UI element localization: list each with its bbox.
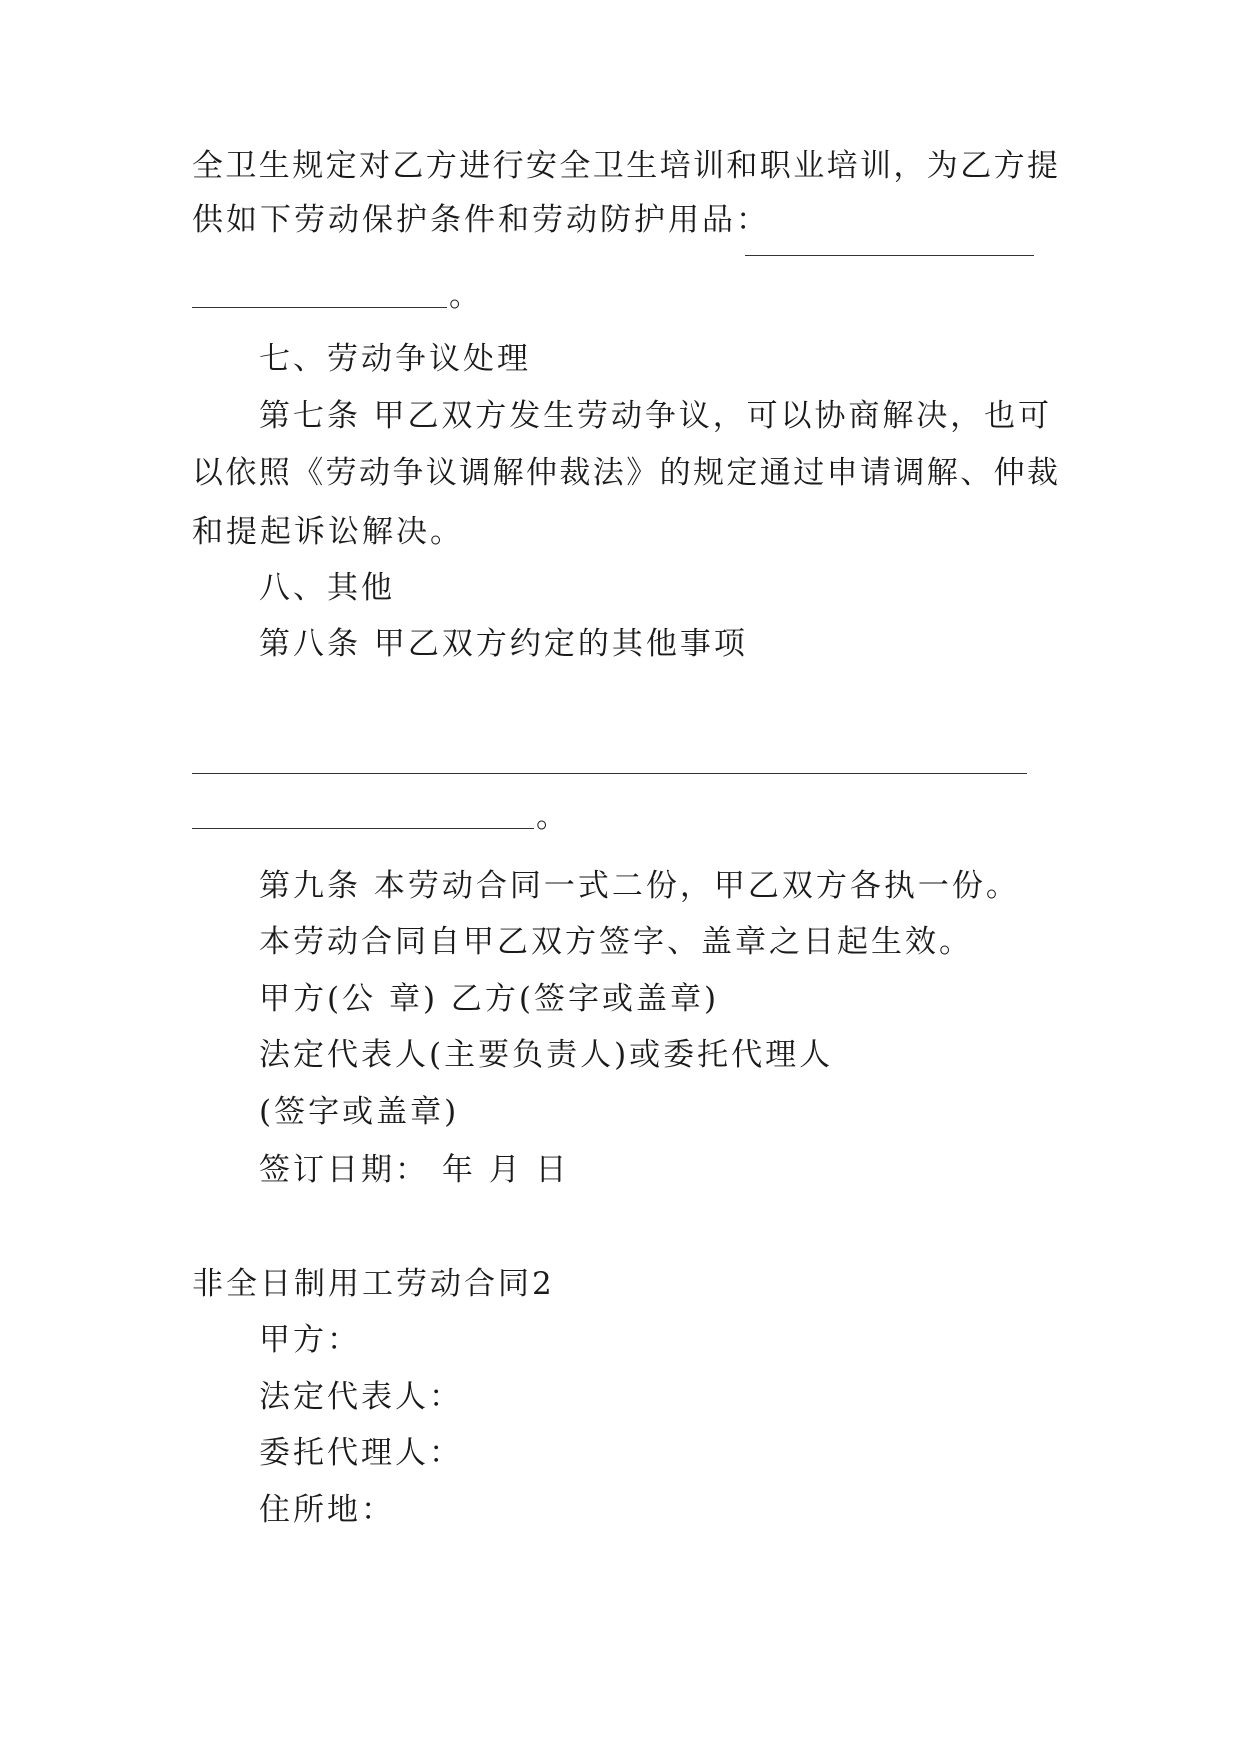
period: 。 [536, 799, 567, 835]
fill-in-blank [745, 255, 1034, 256]
paragraph-line: 本劳动合同自甲乙双方签字、盖章之日起生效。 [259, 924, 973, 960]
article-7: 第七条 甲乙双方发生劳动争议，可以协商解决，也可 [259, 398, 1049, 434]
fill-in-blank [192, 828, 534, 829]
signing-date: 签订日期： 年 月 日 [259, 1152, 570, 1188]
legal-representative: 法定代表人(主要负责人)或委托代理人 [259, 1037, 834, 1073]
fill-in-blank [192, 307, 447, 308]
address-field: 住所地： [259, 1492, 395, 1528]
paragraph-line: 和提起诉讼解决。 [192, 514, 464, 550]
section-heading: 八、其他 [259, 570, 395, 606]
party-a-field: 甲方： [259, 1322, 361, 1358]
paragraph-line: 以依照《劳动争议调解仲裁法》的规定通过申请调解、仲裁 [192, 455, 1058, 491]
section-heading: 七、劳动争议处理 [259, 341, 531, 377]
period: 。 [449, 278, 480, 314]
article-9: 第九条 本劳动合同一式二份，甲乙双方各执一份。 [259, 868, 1020, 904]
legal-rep-field: 法定代表人： [259, 1379, 463, 1415]
article-8: 第八条 甲乙双方约定的其他事项 [259, 626, 748, 662]
paragraph-line: 全卫生规定对乙方进行安全卫生培训和职业培训，为乙方提 [192, 148, 1058, 184]
signature-note: (签字或盖章) [259, 1094, 460, 1130]
contract-title: 非全日制用工劳动合同2 [192, 1266, 555, 1302]
paragraph-line: 供如下劳动保护条件和劳动防护用品： [192, 202, 770, 238]
agent-field: 委托代理人： [259, 1435, 463, 1471]
fill-in-blank [192, 773, 1027, 774]
signature-parties: 甲方(公 章) 乙方(签字或盖章) [259, 981, 720, 1017]
